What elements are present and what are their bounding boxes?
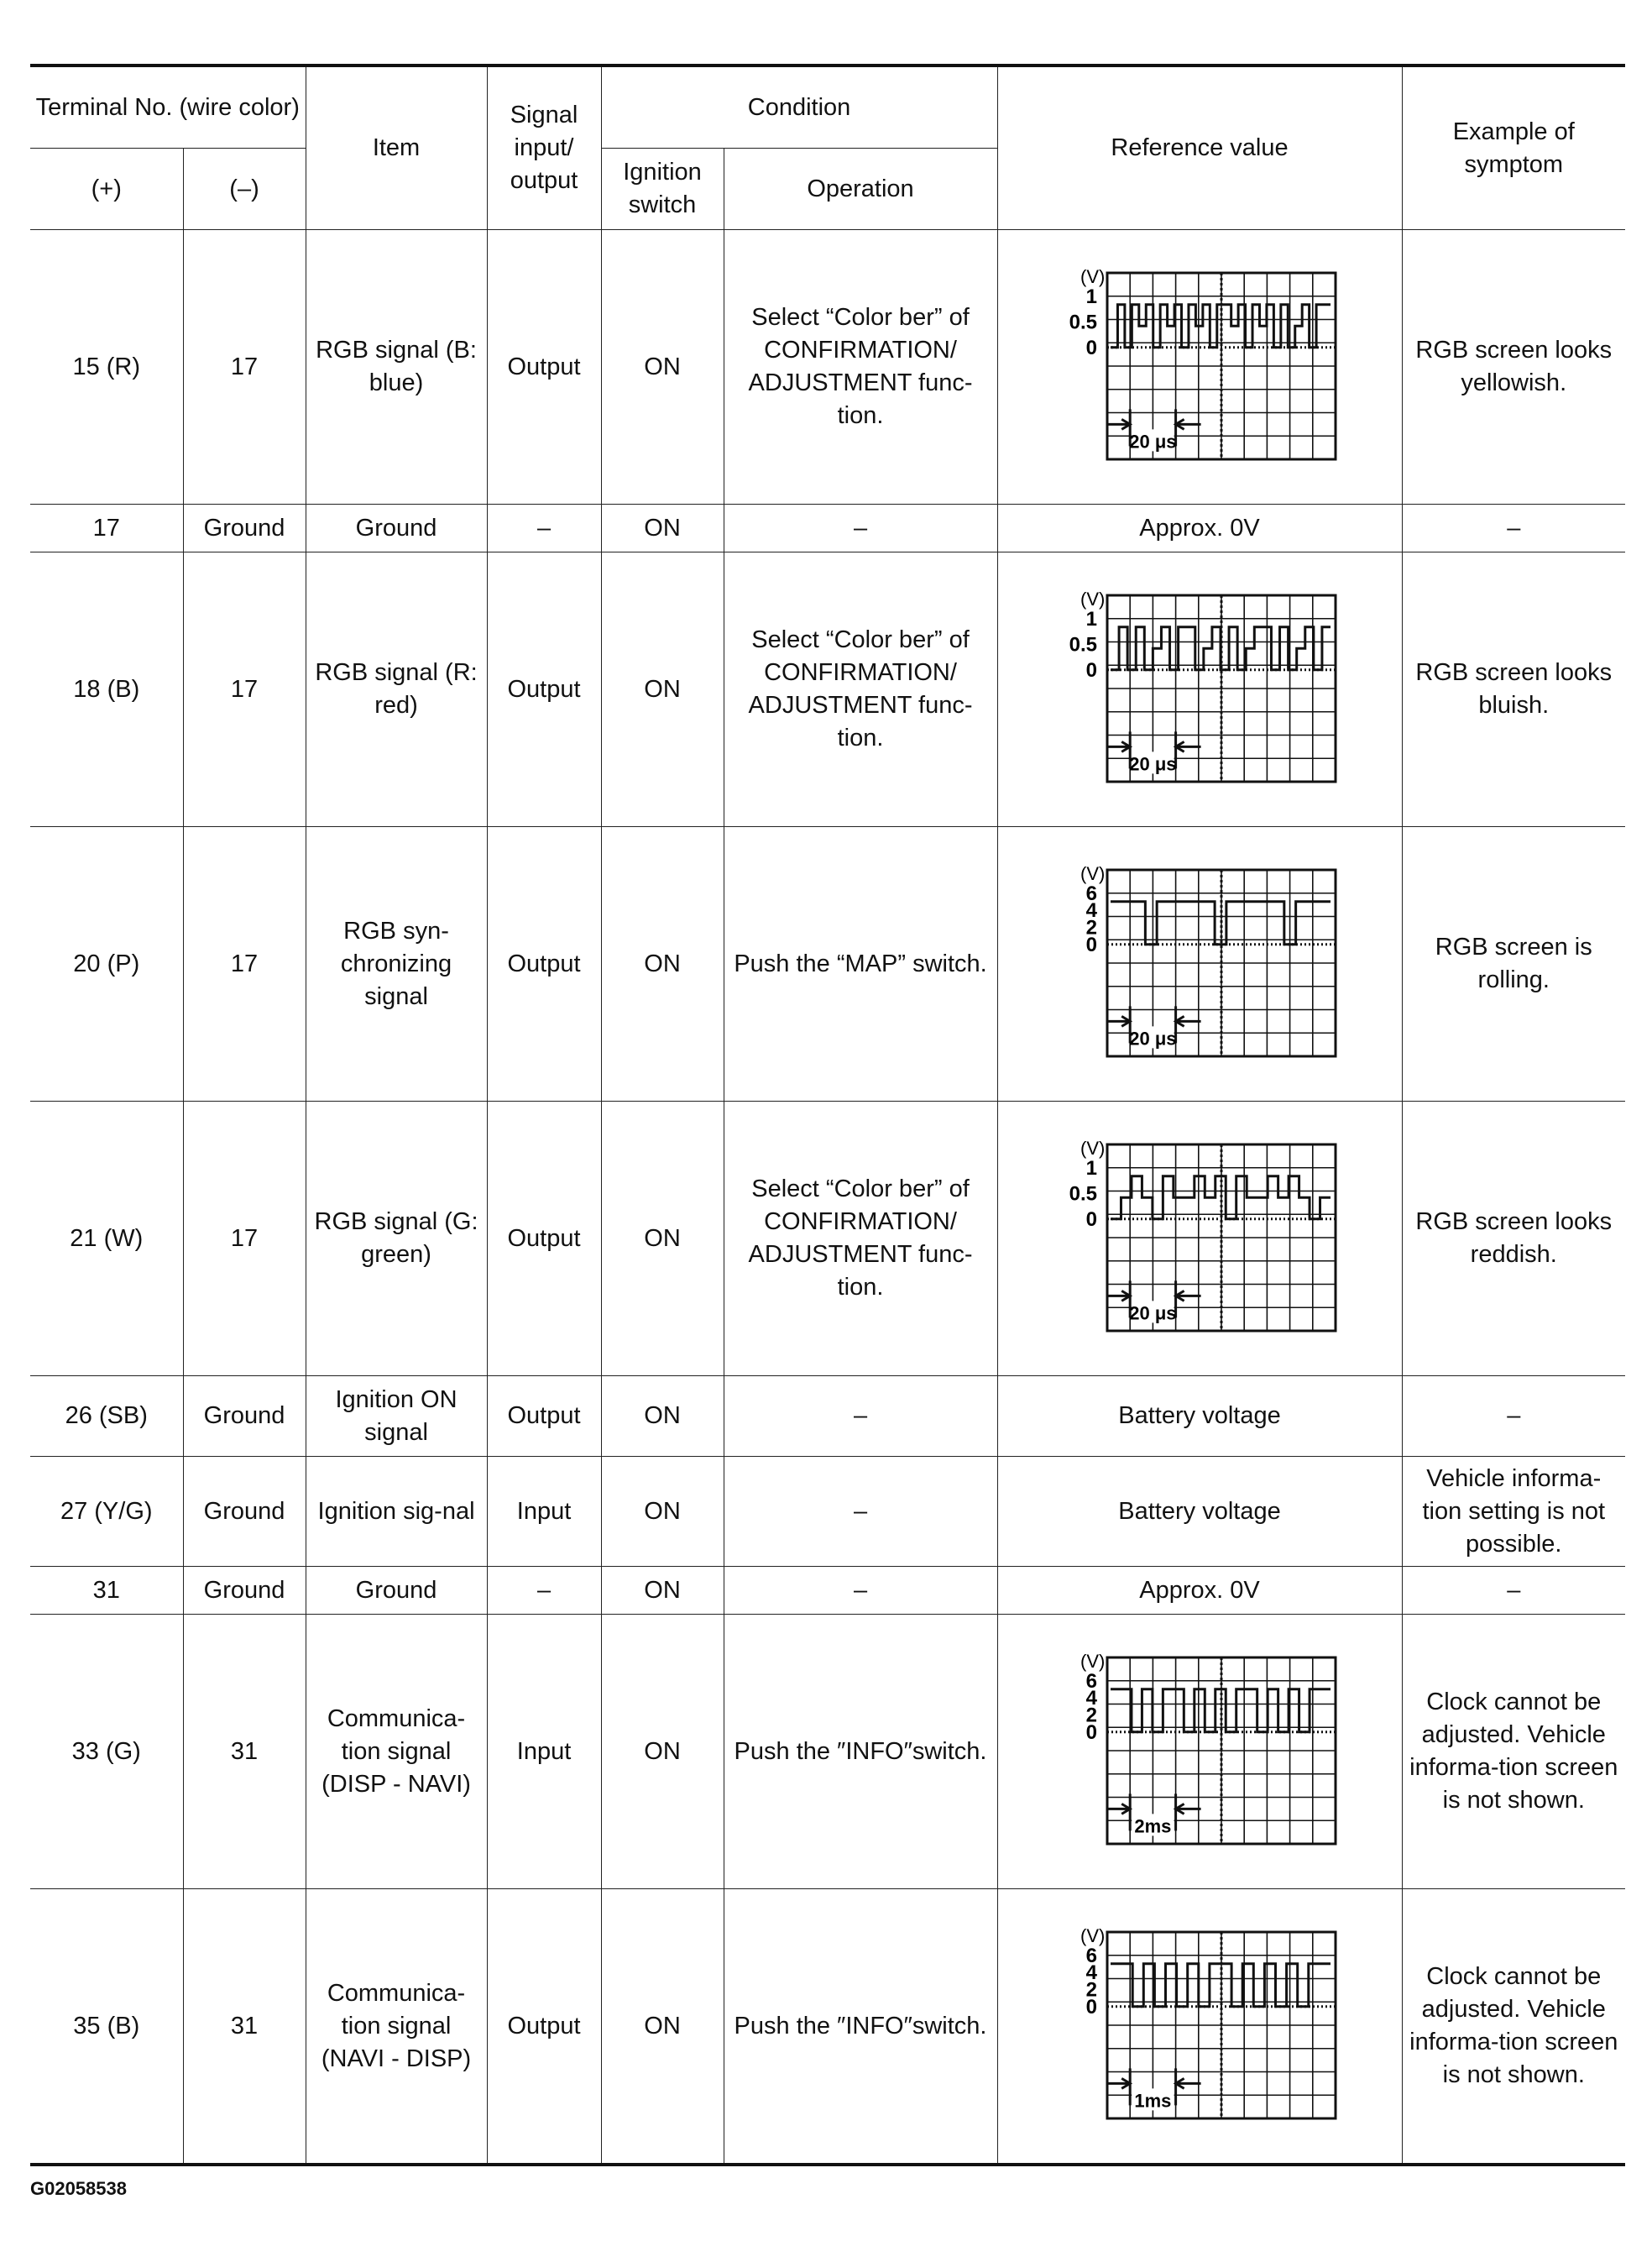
terminal-plus-cell: 35 (B)	[30, 1889, 183, 2165]
scope-time-label: 20 μs	[1129, 431, 1177, 453]
item-cell: RGB signal (G: green)	[306, 1102, 487, 1376]
table-row	[30, 1889, 1625, 2165]
operation-cell: –	[724, 1567, 997, 1615]
operation-cell: –	[724, 1457, 997, 1567]
scope-time-label: 1ms	[1134, 2090, 1172, 2112]
scope-y-label: 2	[1085, 916, 1098, 940]
scope-waveform-trace	[1111, 1689, 1330, 1732]
reference-cell	[997, 1889, 1402, 2165]
signal-io-cell: Output	[487, 827, 601, 1102]
ignition-cell: ON	[601, 230, 724, 505]
reference-cell: Approx. 0V	[997, 505, 1402, 552]
reference-cell: Approx. 0V	[997, 1567, 1402, 1615]
scope-time-label: 20 μs	[1129, 1028, 1177, 1050]
terminal-plus-cell: 26 (SB)	[30, 1376, 183, 1457]
scope-time-arrow	[1107, 1804, 1201, 1814]
table-row	[30, 230, 1625, 505]
scope-y-unit: (V)	[1080, 1651, 1106, 1672]
scope-y-label: 0	[1085, 658, 1098, 682]
reference-cell	[997, 552, 1402, 827]
item-cell: Ignition sig-nal	[306, 1457, 487, 1567]
oscilloscope-waveform	[1057, 1651, 1342, 1852]
table-row	[30, 552, 1625, 827]
scope-y-unit: (V)	[1080, 1138, 1106, 1159]
item-cell: RGB syn-chronizing signal	[306, 827, 487, 1102]
spec-table-container	[30, 64, 1625, 2166]
scope-waveform-trace	[1111, 1176, 1330, 1219]
reference-cell: Battery voltage	[997, 1376, 1402, 1457]
reference-cell	[997, 827, 1402, 1102]
terminal-plus-cell: 17	[30, 505, 183, 552]
oscilloscope-waveform	[1057, 1138, 1342, 1339]
reference-cell	[997, 230, 1402, 505]
ignition-cell: ON	[601, 827, 724, 1102]
table-row	[30, 1457, 1625, 1567]
symptom-cell: –	[1402, 1376, 1625, 1457]
scope-time-arrow	[1107, 2078, 1201, 2088]
scope-y-label: 2	[1085, 1704, 1098, 1727]
header-condition: Condition	[601, 65, 997, 149]
signal-io-cell: –	[487, 1567, 601, 1615]
ignition-cell: ON	[601, 505, 724, 552]
symptom-cell: Clock cannot be adjusted. Vehicle informa-tion screen is not shown.	[1402, 1615, 1625, 1889]
terminal-minus-cell: 17	[183, 552, 306, 827]
header-operation: Operation	[724, 149, 997, 230]
symptom-cell: Clock cannot be adjusted. Vehicle informa-tion screen is not shown.	[1402, 1889, 1625, 2165]
signal-io-cell: Output	[487, 1889, 601, 2165]
terminal-minus-cell: 17	[183, 230, 306, 505]
header-minus: (–)	[183, 149, 306, 230]
oscilloscope-waveform	[1057, 863, 1342, 1065]
operation-cell: Select “Color ber” of CONFIRMATION/ ADJUSTMENT func-tion.	[724, 552, 997, 827]
scope-y-label: 4	[1085, 1687, 1098, 1710]
scope-waveform-trace	[1111, 627, 1330, 670]
scope-time-label: 20 μs	[1129, 1302, 1177, 1324]
operation-cell: Push the “MAP” switch.	[724, 827, 997, 1102]
item-cell: RGB signal (B: blue)	[306, 230, 487, 505]
scope-y-unit: (V)	[1080, 266, 1106, 287]
scope-y-label: 1	[1085, 1156, 1098, 1180]
table-row	[30, 1567, 1625, 1615]
figure-id: G02058538	[30, 2178, 127, 2199]
terminal-plus-cell: 33 (G)	[30, 1615, 183, 1889]
signal-io-cell: Output	[487, 230, 601, 505]
symptom-cell: RGB screen looks yellowish.	[1402, 230, 1625, 505]
header-symptom: Example of symptom	[1402, 65, 1625, 230]
symptom-cell: RGB screen is rolling.	[1402, 827, 1625, 1102]
reference-cell: Battery voltage	[997, 1457, 1402, 1567]
terminal-minus-cell: Ground	[183, 1376, 306, 1457]
symptom-cell: RGB screen looks bluish.	[1402, 552, 1625, 827]
terminal-plus-cell: 20 (P)	[30, 827, 183, 1102]
terminal-minus-cell: 31	[183, 1889, 306, 2165]
scope-time-arrow	[1107, 1291, 1201, 1301]
scope-y-label: 0.5	[1069, 633, 1098, 657]
scope-y-label: 1	[1085, 285, 1098, 308]
symptom-cell: –	[1402, 1567, 1625, 1615]
terminal-minus-cell: Ground	[183, 505, 306, 552]
table-row	[30, 1376, 1625, 1457]
scope-y-unit: (V)	[1080, 863, 1106, 884]
terminal-plus-cell: 27 (Y/G)	[30, 1457, 183, 1567]
scope-y-label: 0	[1085, 1995, 1098, 2019]
table-body	[30, 230, 1625, 2165]
oscilloscope-waveform	[1057, 266, 1342, 468]
item-cell: Communica-tion signal (NAVI - DISP)	[306, 1889, 487, 2165]
item-cell: RGB signal (R: red)	[306, 552, 487, 827]
item-cell: Communica-tion signal (DISP - NAVI)	[306, 1615, 487, 1889]
item-cell: Ground	[306, 1567, 487, 1615]
symptom-cell: –	[1402, 505, 1625, 552]
scope-waveform-trace	[1111, 902, 1330, 945]
signal-io-cell: Output	[487, 552, 601, 827]
scope-time-arrow	[1107, 741, 1201, 751]
ignition-cell: ON	[601, 1615, 724, 1889]
scope-y-label: 6	[1085, 1944, 1098, 1967]
header-reference: Reference value	[997, 65, 1402, 230]
scope-waveform-trace	[1111, 305, 1330, 348]
scope-y-label: 0	[1085, 1720, 1098, 1744]
terminal-minus-cell: Ground	[183, 1567, 306, 1615]
operation-cell: Push the ″INFO″switch.	[724, 1889, 997, 2165]
ignition-cell: ON	[601, 1567, 724, 1615]
terminal-minus-cell: 17	[183, 1102, 306, 1376]
scope-y-label: 6	[1085, 882, 1098, 905]
reference-cell	[997, 1102, 1402, 1376]
terminal-minus-cell: 17	[183, 827, 306, 1102]
ignition-cell: ON	[601, 1376, 724, 1457]
header-item: Item	[306, 65, 487, 230]
terminal-minus-cell: Ground	[183, 1457, 306, 1567]
signal-io-cell: –	[487, 505, 601, 552]
signal-io-cell: Output	[487, 1102, 601, 1376]
terminal-plus-cell: 21 (W)	[30, 1102, 183, 1376]
scope-y-label: 2	[1085, 1978, 1098, 2002]
scope-time-arrow	[1107, 419, 1201, 429]
symptom-cell: Vehicle informa-tion setting is not possible.	[1402, 1457, 1625, 1567]
scope-y-label: 0.5	[1069, 311, 1098, 334]
signal-io-cell: Input	[487, 1457, 601, 1567]
header-signal: Signal input/ output	[487, 65, 601, 230]
header-terminal: Terminal No. (wire color)	[30, 65, 306, 149]
symptom-cell: RGB screen looks reddish.	[1402, 1102, 1625, 1376]
scope-y-unit: (V)	[1080, 589, 1106, 610]
oscilloscope-waveform	[1057, 1925, 1342, 2127]
operation-cell: Push the ″INFO″switch.	[724, 1615, 997, 1889]
item-cell: Ignition ON signal	[306, 1376, 487, 1457]
terminal-reference-table	[30, 64, 1625, 2166]
ignition-cell: ON	[601, 1457, 724, 1567]
scope-waveform-trace	[1111, 1964, 1330, 2007]
reference-cell	[997, 1615, 1402, 1889]
signal-io-cell: Output	[487, 1376, 601, 1457]
table-row	[30, 1102, 1625, 1376]
scope-y-label: 1	[1085, 607, 1098, 631]
terminal-plus-cell: 18 (B)	[30, 552, 183, 827]
scope-time-arrow	[1107, 1016, 1201, 1026]
signal-io-cell: Input	[487, 1615, 601, 1889]
scope-y-label: 4	[1085, 899, 1098, 923]
header-ignition: Ignition switch	[601, 149, 724, 230]
scope-y-label: 0.5	[1069, 1182, 1098, 1206]
ignition-cell: ON	[601, 1889, 724, 2165]
scope-y-label: 6	[1085, 1669, 1098, 1693]
scope-y-label: 0	[1085, 336, 1098, 359]
item-cell: Ground	[306, 505, 487, 552]
operation-cell: Select “Color ber” of CONFIRMATION/ ADJUSTMENT func-tion.	[724, 1102, 997, 1376]
scope-time-label: 2ms	[1134, 1815, 1172, 1837]
operation-cell: –	[724, 1376, 997, 1457]
ignition-cell: ON	[601, 552, 724, 827]
table-row	[30, 827, 1625, 1102]
ignition-cell: ON	[601, 1102, 724, 1376]
operation-cell: Select “Color ber” of CONFIRMATION/ ADJUSTMENT func-tion.	[724, 230, 997, 505]
operation-cell: –	[724, 505, 997, 552]
terminal-plus-cell: 31	[30, 1567, 183, 1615]
scope-y-label: 0	[1085, 933, 1098, 956]
terminal-minus-cell: 31	[183, 1615, 306, 1889]
header-plus: (+)	[30, 149, 183, 230]
scope-time-label: 20 μs	[1129, 753, 1177, 775]
oscilloscope-waveform	[1057, 589, 1342, 790]
table-row	[30, 505, 1625, 552]
scope-y-label: 0	[1085, 1207, 1098, 1231]
scope-y-unit: (V)	[1080, 1925, 1106, 1946]
terminal-plus-cell: 15 (R)	[30, 230, 183, 505]
scope-y-label: 4	[1085, 1961, 1098, 1985]
table-row	[30, 1615, 1625, 1889]
header-row-1	[30, 65, 1625, 149]
